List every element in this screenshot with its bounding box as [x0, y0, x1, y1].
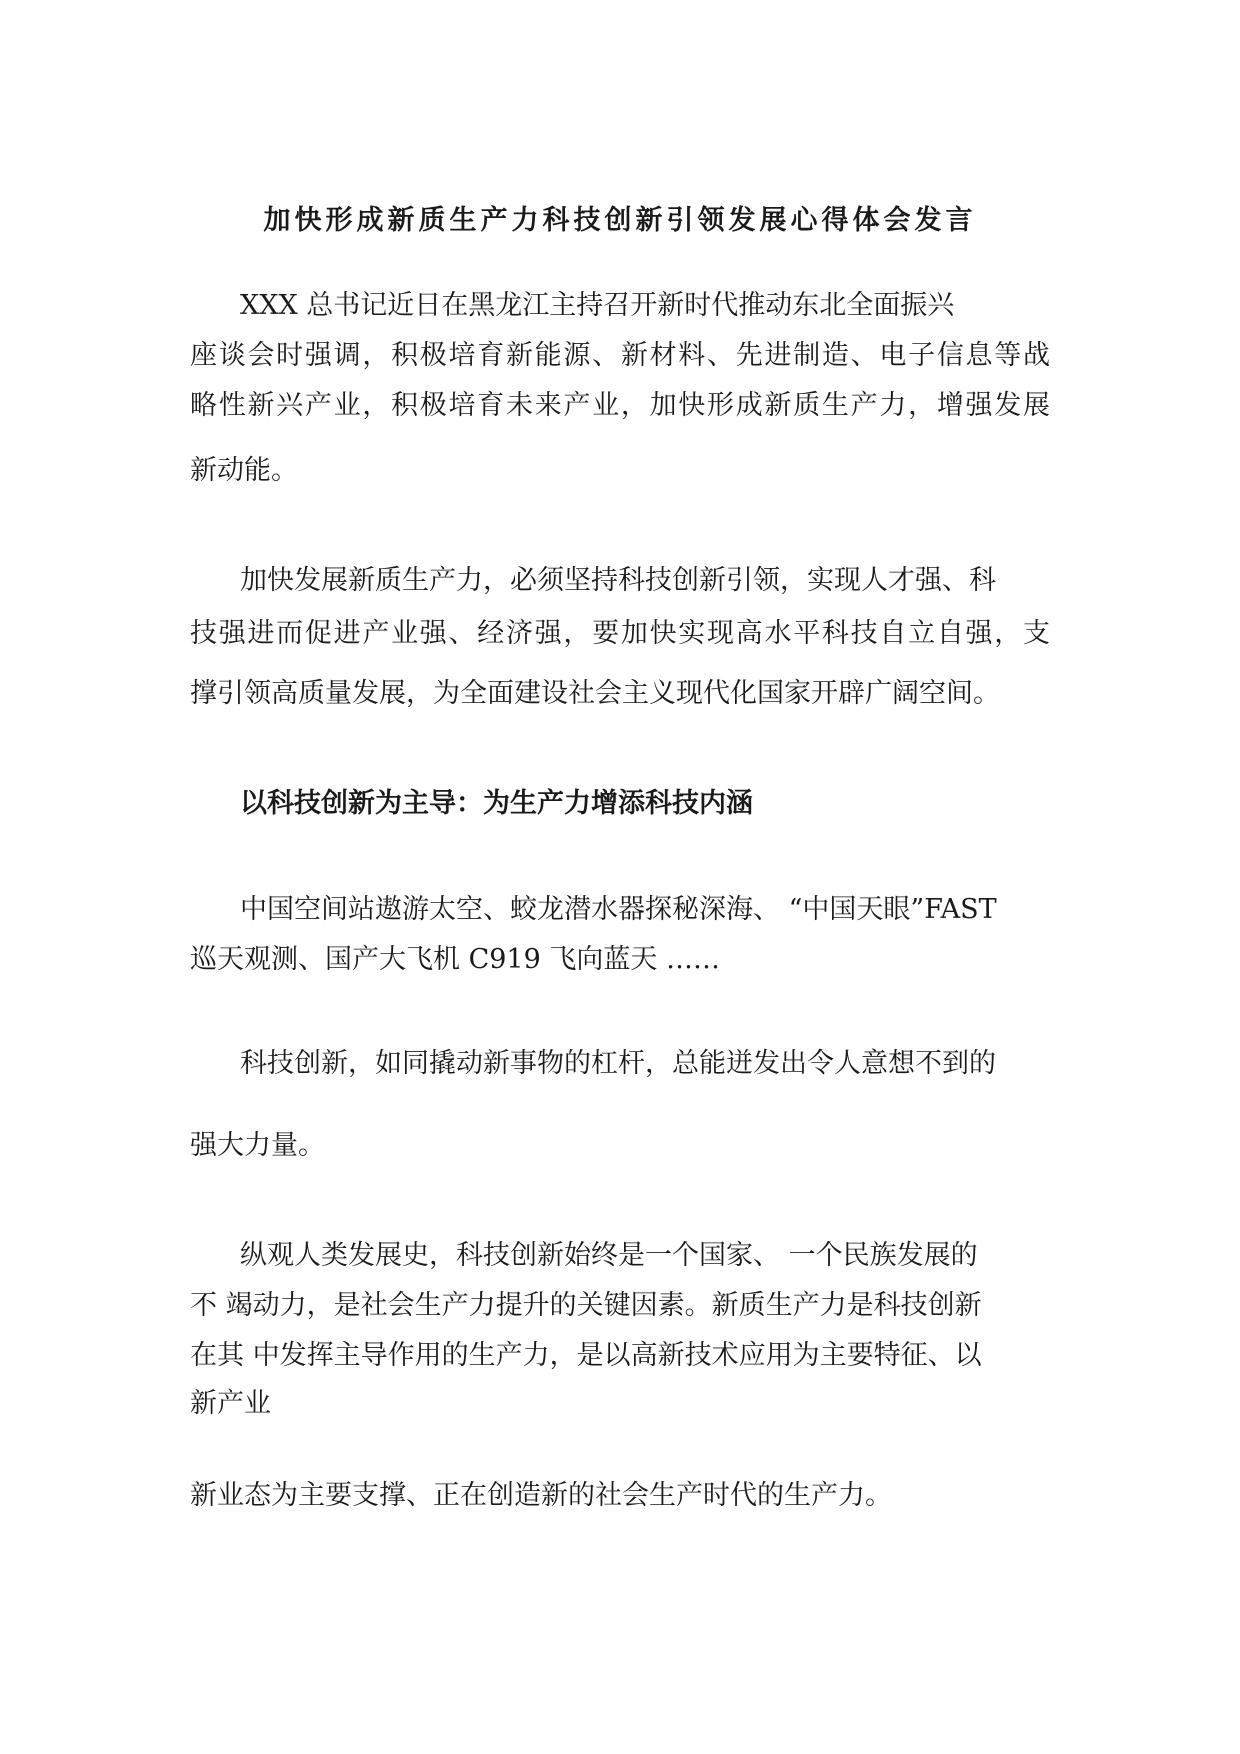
paragraph-line: 在其 中发挥主导作用的生产力，是以高新技术应用为主要特征、以 — [190, 1340, 982, 1371]
paragraph-line: 新业态为主要支撑、正在创造新的社会生产时代的生产力。 — [190, 1480, 892, 1511]
paragraph-line: 略性新兴产业，积极培育未来产业，加快形成新质生产力，增强发展 — [190, 390, 1050, 421]
paragraph-line: 新动能。 — [190, 455, 298, 486]
paragraph-line: 强大力量。 — [190, 1130, 325, 1161]
document-title: 加快形成新质生产力科技创新引领发展心得体会发言 — [263, 205, 977, 236]
paragraph-line: 技强进而促进产业强、经济强，要加快实现高水平科技自立自强，支 — [190, 618, 1050, 649]
section-heading: 以科技创新为主导：为生产力增添科技内涵 — [240, 788, 753, 819]
paragraph-line: 加快发展新质生产力，必须坚持科技创新引领，实现人才强、科 — [240, 565, 996, 596]
paragraph-line: 巡天观测、国产大飞机 C919 飞向蓝天 …… — [190, 944, 720, 975]
paragraph-line: 纵观人类发展史，科技创新始终是一个国家、 一个民族发展的 — [240, 1240, 978, 1271]
paragraph-line: 新产业 — [190, 1388, 271, 1419]
paragraph-line: 座谈会时强调，积极培育新能源、新材料、先进制造、电子信息等战 — [190, 340, 1050, 371]
paragraph-line: 中国空间站遨游太空、蛟龙潜水器探秘深海、 “中国天眼”FAST — [240, 894, 997, 925]
paragraph-line: XXX 总书记近日在黑龙江主持召开新时代推动东北全面振兴 — [240, 290, 955, 321]
paragraph-line: 撑引领高质量发展，为全面建设社会主义现代化国家开辟广阔空间。 — [190, 678, 1000, 709]
paragraph-line: 科技创新，如同撬动新事物的杠杆，总能迸发出令人意想不到的 — [240, 1048, 996, 1079]
paragraph-line: 不 竭动力，是社会生产力提升的关键因素。新质生产力是科技创新 — [190, 1290, 982, 1321]
